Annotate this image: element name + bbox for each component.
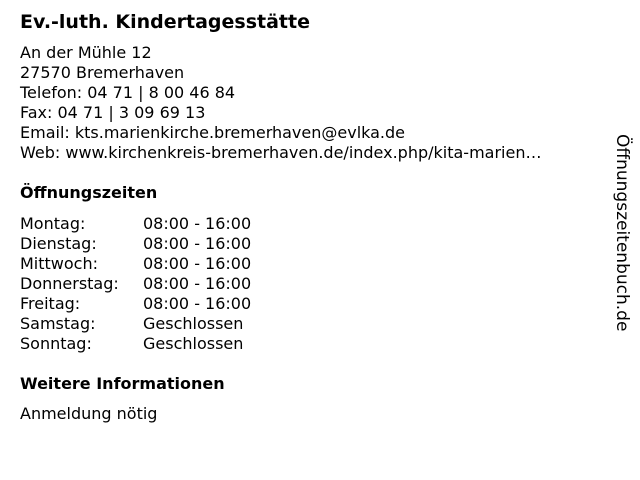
- day-label: Dienstag:: [20, 234, 97, 253]
- fax-number: Fax: 04 71 | 3 09 69 13: [20, 103, 206, 122]
- further-info-heading: Weitere Informationen: [20, 374, 225, 393]
- brand-watermark: [610, 134, 636, 362]
- brand-text: Öffnungszeitenbuch.de: [612, 134, 632, 332]
- time-value: 08:00 - 16:00: [143, 214, 252, 233]
- day-label: Freitag:: [20, 294, 81, 313]
- website-url: Web: www.kirchenkreis-bremerhaven.de/index.php/kita-marien…: [20, 143, 542, 162]
- time-value: Geschlossen: [143, 334, 244, 353]
- time-value: 08:00 - 16:00: [143, 254, 252, 273]
- address-city: 27570 Bremerhaven: [20, 63, 185, 82]
- time-value: 08:00 - 16:00: [143, 294, 252, 313]
- address-street: An der Mühle 12: [20, 43, 152, 62]
- email-address: Email: kts.marienkirche.bremerhaven@evlka.de: [20, 123, 406, 142]
- phone-number: Telefon: 04 71 | 8 00 46 84: [20, 83, 236, 102]
- time-value: 08:00 - 16:00: [143, 274, 252, 293]
- time-value: 08:00 - 16:00: [143, 234, 252, 253]
- further-info-text: Anmeldung nötig: [20, 404, 158, 423]
- opening-hours-heading: Öffnungszeiten: [20, 183, 158, 202]
- day-label: Samstag:: [20, 314, 96, 333]
- time-value: Geschlossen: [143, 314, 244, 333]
- day-label: Montag:: [20, 214, 86, 233]
- contact-block: [20, 43, 541, 163]
- day-label: Donnerstag:: [20, 274, 119, 293]
- page-title: Ev.-luth. Kindertagesstätte: [20, 11, 310, 33]
- day-label: Mittwoch:: [20, 254, 98, 273]
- day-label: Sonntag:: [20, 334, 92, 353]
